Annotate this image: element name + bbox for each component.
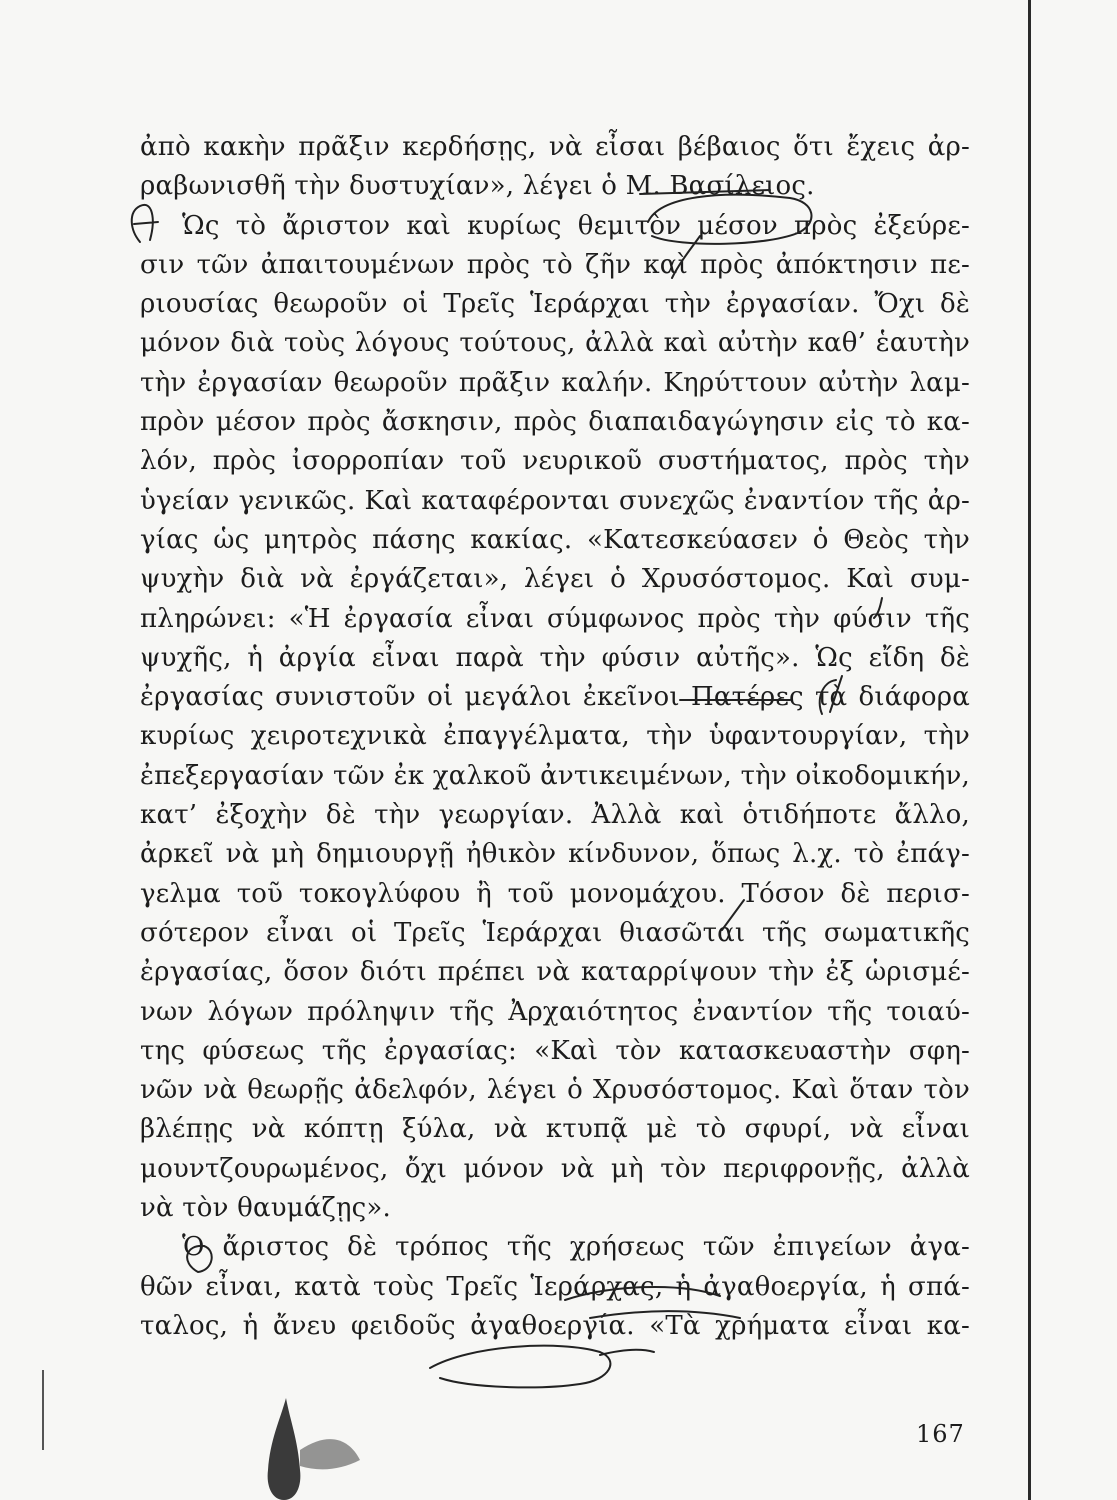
text-line: μουντζουρωμένος, ὄχι μόνον νὰ μὴ τὸν περιφρονῇς, ἀλλὰ [140,1153,970,1184]
text-line: ἐπεξεργασίαν τῶν ἐκ χαλκοῦ ἀντικειμένων, τὴν οἰκοδομικήν, [140,760,970,791]
pen-stroke [600,1350,654,1355]
text-line: Ὁ ἄριστος δὲ τρόπος τῆς χρήσεως τῶν ἐπιγείων ἀγα- [182,1232,970,1263]
text-line: θῶν εἶναι, κατὰ τοὺς Τρεῖς Ἱεράρχας, ἡ ἀγαθοεργία, ἡ σπά- [140,1271,970,1302]
text-line: γελμα τοῦ τοκογλύφου ἢ τοῦ μονομάχου. Τόσον δὲ περισ- [140,878,970,909]
text-line: γίας ὡς μητρὸς πάσης κακίας. «Κατεσκεύασεν ὁ Θεὸς τὴν [140,524,970,555]
text-line: κατ’ ἐξοχὴν δὲ τὴν γεωργίαν. Ἀλλὰ καὶ ὁτιδήποτε ἄλλο, [140,800,970,831]
text-line: νὰ τὸν θαυμάζῃς». [140,1193,392,1224]
text-line: λόν, πρὸς ἰσορροπίαν τοῦ νευρικοῦ συστήματος, πρὸς τὴν [140,446,970,477]
text-line: βλέπῃς νὰ κόπτῃ ξύλα, νὰ κτυπᾷ μὲ τὸ σφυρί, νὰ εἶναι [140,1114,970,1145]
text-line: ἐργασίας, ὅσον διότι πρέπει νὰ καταρρίψουν τὴν ἐξ ὡρισμέ- [140,957,970,988]
ink-smudge [300,1439,360,1469]
page-edge [1028,0,1031,1500]
text-line: κυρίως χειροτεχνικὰ ἐπαγγέλματα, τὴν ὑφαντουργίαν, τὴν [140,721,970,752]
text-line: ἀρκεῖ νὰ μὴ δημιουργῇ ἠθικὸν κίνδυνον, ὅπως λ.χ. τὸ ἐπάγ- [140,839,970,870]
text-line: ἀπὸ κακὴν πρᾶξιν κερδήσῃς, νὰ εἶσαι βέβαιος ὅτι ἔχεις ἀρ- [140,132,970,162]
text-line: ὑγείαν γενικῶς. Καὶ καταφέρονται συνεχῶς ἐναντίον τῆς ἀρ- [140,485,970,516]
text-line: ἐργασίας συνιστοῦν οἱ μεγάλοι ἐκεῖνοι Πατέρες τὰ διάφορα [140,682,970,713]
page-number: 167 [916,1420,965,1448]
text-line: ριουσίας θεωροῦν οἱ Τρεῖς Ἱεράρχαι τὴν ἐργασίαν. Ὄχι δὲ [140,289,970,320]
text-line: ψυχὴν διὰ νὰ ἐργάζεται», λέγει ὁ Χρυσόστομος. Καὶ συμ- [140,564,970,595]
body-text [140,128,970,1346]
text-line: ταλος, ἡ ἄνευ φειδοῦς ἀγαθοεργία. «Τὰ χρήματα εἶναι κα- [140,1310,970,1341]
text-line: ψυχῆς, ἡ ἀργία εἶναι παρὰ τὴν φύσιν αὐτῆς». Ὡς εἴδη δὲ [140,642,970,673]
text-line: νῶν νὰ θεωρῇς ἀδελφόν, λέγει ὁ Χρυσόστομος. Καὶ ὅταν τὸν [140,1075,970,1106]
text-line: πρὸν μέσον πρὸς ἄσκησιν, πρὸς διαπαιδαγώγησιν εἰς τὸ κα- [140,407,970,438]
text-line: σιν τῶν ἀπαιτουμένων πρὸς τὸ ζῆν καὶ πρὸς ἀπόκτησιν πε- [140,249,970,280]
text-line: σότερον εἶναι οἱ Τρεῖς Ἱεράρχαι θιασῶται τῆς σωματικῆς [140,917,970,948]
text-line: πληρώνει: «Ἡ ἐργασία εἶναι σύμφωνος πρὸς τὴν φύσιν τῆς [140,603,970,634]
text-line: της φύσεως τῆς ἐργασίας: «Καὶ τὸν κατασκευαστὴν σφη- [140,1035,970,1066]
text-line: μόνον διὰ τοὺς λόγους τούτους, ἀλλὰ καὶ αὐτὴν καθ’ ἑαυτὴν [140,328,970,359]
left-page-edge [42,1370,44,1450]
circle-annotation-agathoergia [430,1346,610,1388]
text-line: ραβωνισθῆ τὴν δυστυχίαν», λέγει ὁ Μ. Βασίλειος. [140,171,815,202]
text-line: Ὡς τὸ ἄριστον καὶ κυρίως θεμιτὸν μέσον πρὸς ἐξεύρε- [182,210,970,241]
text-line: τὴν ἐργασίαν θεωροῦν πρᾶξιν καλήν. Κηρύττουν αὐτὴν λαμ- [140,367,970,398]
ink-blot [268,1398,301,1500]
text-line: νων λόγων πρόληψιν τῆς Ἀρχαιότητος ἐναντίον τῆς τοιαύ- [140,996,970,1027]
